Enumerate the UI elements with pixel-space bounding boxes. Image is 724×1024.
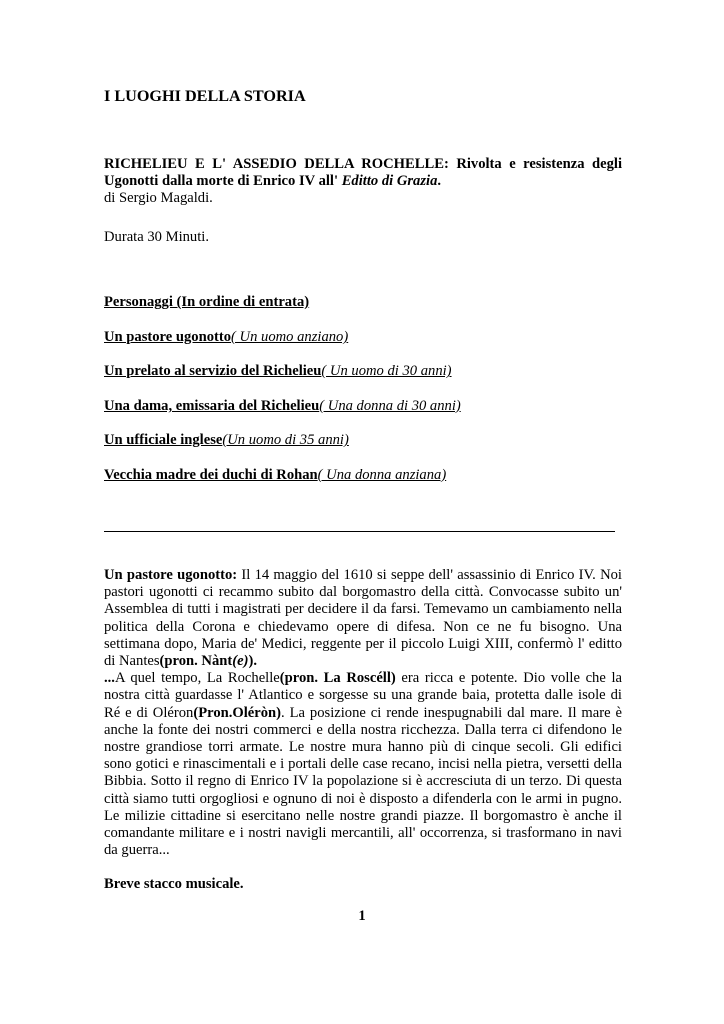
cast-item: [104, 329, 461, 346]
section-divider: [104, 531, 615, 532]
duration-line: Durata 30 Minuti.: [104, 229, 209, 245]
pron-nantes-e: (e): [232, 653, 249, 670]
speech-part-1: Il 14 maggio del 1610 si seppe dell' assassinio di Enrico IV. Noi pastori ugonotti ci recammo subito dal borgomastro della città. Convocasse subito un' Assemblea di tutti i magistrati per decidere il da farsi. Temevamo un cambiamento nella politica della Corona e chiedevamo opere di difesa. Non ce ne fu bisogno. Una settimana dopo, Maria de' Medici, reggente per il piccolo Luigi XIII, confermò l' editto di Nantes: [104, 567, 622, 670]
subtitle-text: RICHELIEU E L' ASSEDIO DELLA ROCHELLE: Rivolta e resistenza degli Ugonotti dalla morte di Enrico IV all': [104, 156, 622, 190]
author-line: di Sergio Magaldi.: [104, 190, 213, 207]
subtitle-block: [104, 156, 622, 208]
speech-part-2a: A quel tempo, La Rochelle: [114, 670, 280, 687]
character-desc: ( Una donna di 30 anni): [319, 397, 461, 414]
character-role: Un pastore ugonotto: [104, 329, 232, 345]
speaker-name: Un pastore ugonotto:: [104, 567, 238, 583]
character-desc: ( Un uomo anziano): [231, 329, 349, 345]
character-role: Vecchia madre dei duchi di Rohan: [104, 466, 318, 483]
scene-paragraph: [104, 567, 622, 859]
pron-rochelle: (pron. La Roscéll): [279, 670, 396, 687]
page-number: 1: [358, 908, 366, 924]
pron-nantes: [160, 653, 257, 669]
pron-nantes-close: ).: [248, 653, 257, 670]
character-desc: ( Una donna anziana): [317, 466, 447, 483]
character-role: Un prelato al servizio del Richelieu: [104, 363, 322, 380]
speech-part-2c: . La posizione ci rende inespugnabili dal mare. Il mare è anche la fonte dei nostri commerci e della nostra ricchezza. Dalla terra ci difendono le nostre grandiose torri armate. Le nostre mura hanno più di cinque secoli. Gli edifici sono gotici e rinascimentali e i portali delle case recano, incisi nella pietra, versetti della Bibbia. Sotto il regno di Enrico IV la popolazione si è accresciuta di un terzo. Di questa città siamo tutti orgogliosi e ognuno di noi è disposto a difenderla con le armi in pugno. Le milizie cittadine si esercitano nelle nostre grandi piazze. Il borgomastro è anche il comandante militare e i nostri navigli mercantili, all' occorrenza, si trasformano in navi da guerra...: [104, 704, 623, 859]
character-desc: (Un uomo di 35 anni): [222, 432, 349, 449]
character-desc: ( Un uomo di 30 anni): [321, 363, 452, 380]
speech-part-2b: era ricca e potente. Dio volle che la nostra città guardasse l' Atlantico e sorgesse su una grande baia, protetta dalle isole di Ré e di Oléron: [104, 670, 622, 721]
pron-oleron: (Pron.Oléròn): [193, 704, 282, 721]
document-title: I LUOGHI DELLA STORIA: [104, 87, 306, 105]
character-role: Una dama, emissaria del Richelieu: [104, 397, 320, 414]
subtitle-italic: Editto di Grazia: [341, 173, 438, 190]
cast-item: [104, 432, 461, 449]
cast-item: [104, 398, 461, 415]
cast-item: [104, 363, 461, 380]
cast-item: [104, 467, 461, 484]
character-role: Un ufficiale inglese: [104, 432, 223, 449]
play-subtitle: [104, 156, 622, 190]
pron-nantes-open: (pron. Nànt: [159, 653, 233, 670]
stage-direction: Breve stacco musicale.: [104, 876, 244, 892]
ellipsis: ...: [104, 670, 115, 687]
cast-list: [104, 329, 461, 501]
subtitle-end: .: [437, 173, 442, 190]
cast-heading: Personaggi (In ordine di entrata): [104, 294, 310, 310]
